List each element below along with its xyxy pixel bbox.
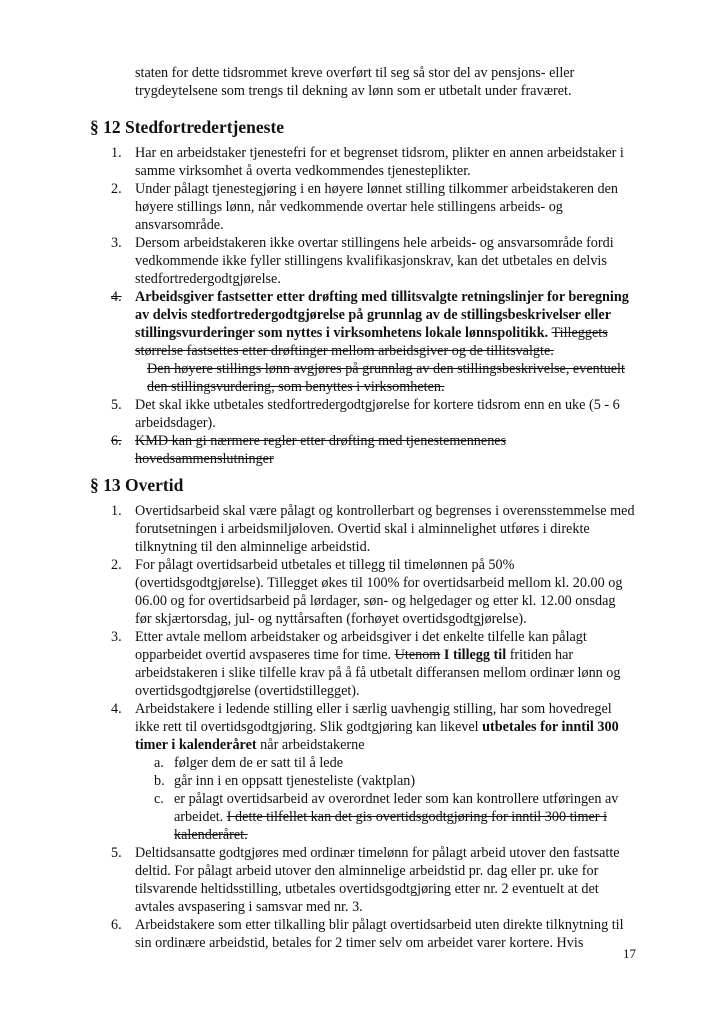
item-number: 6. (111, 917, 122, 933)
sub-list-item (154, 790, 635, 844)
sub-list-item (154, 754, 635, 772)
sub-list-item (154, 772, 635, 790)
item-number: 1. (111, 503, 122, 519)
item-text: Arbeidstakere som etter tilkalling blir pålagt overtidsarbeid uten direkte tilknytning til sin ordinære arbeidstid, betales for 2 timer selv om arbeidet varer kortere. Hvis (135, 917, 624, 951)
list-item (111, 628, 635, 700)
inserted-text: utbetales for inntil 300 timer i kalenderåret (135, 719, 619, 753)
list-item (111, 288, 635, 396)
section-13-heading: § 13 Overtid (90, 475, 184, 495)
list-item (111, 234, 635, 288)
list-item (111, 396, 635, 432)
item-number: 5. (111, 845, 122, 861)
item-number: 3. (111, 629, 122, 645)
item-text: Det skal ikke utbetales stedfortredergodtgjørelse for kortere tidsrom enn en uke (5 - 6 arbeidsdager). (135, 397, 620, 431)
deleted-text: Tilleggets størrelse fastsettes etter drøftinger mellom arbeidsgiver og de tillitsvalgte. (135, 325, 608, 359)
inserted-text: Arbeidsgiver fastsetter etter drøfting med tillitsvalgte retningslinjer for beregning av delvis stedfortredergodtgjørelse på grunnlag av de stillingsbeskrivelser eller stillingsvurderinger som nyttes i virksomhetens lokale lønnspolitikk. (135, 289, 629, 341)
item-text: fritiden har arbeidstakeren i slike tilfelle krav på å få utbetalt differansen mellom ordinær lønn og overtidsgodtgjørelse (overtidstillegget). (135, 647, 621, 699)
inserted-text: I tillegg til (443, 647, 507, 663)
deleted-text: I dette tilfellet kan det gis overtidsgodtgjøring for inntil 300 timer i kalenderåret. (174, 809, 608, 843)
intro-paragraph: staten for dette tidsrommet kreve overført til seg så stor del av pensjons- eller trygdeytelsene som trengs til dekning av lønn som er utbetalt under fraværet. (135, 65, 575, 99)
deleted-text: KMD kan gi nærmere regler etter drøfting med tjenestemennenes hovedsammenslutninger (135, 433, 507, 467)
list-item (111, 502, 635, 556)
item-text: Deltidsansatte godtgjøres med ordinær timelønn for pålagt arbeid utover den fastsatte deltid. For pålagt arbeid utover den alminnelige arbeidstid pr. dag eller pr. uke for tilsvarende heltidsstilling, utbetales overtidsgodtgjøring etter nr. 2 eventuelt at det avtales avspasering i samsvar med nr. 3. (135, 845, 620, 915)
item-text: For pålagt overtidsarbeid utbetales et tillegg til timelønnen på 50% (overtidsgodtgjørelse). Tillegget økes til 100% for overtidsarbeid mellom kl. 20.00 og 06.00 og for overtidsarbeid på lørdager, søn- og helgedager og etter kl. 12.00 onsdag før skjærtorsdag, jul- og nyttårsaften (forhøyet overtidsgodtgjørelse). (135, 557, 623, 627)
item-text: Dersom arbeidstakeren ikke overtar stillingens hele arbeids- og ansvarsområde fordi vedkommende ikke fyller stillingens kvalifikasjonskrav, kan det utbetales en delvis stedfortredergodtgjørelse. (135, 235, 614, 287)
item-number: 3. (111, 235, 122, 251)
list-item (111, 180, 635, 234)
list-item (111, 556, 635, 628)
list-item (111, 432, 635, 468)
sub-list (135, 754, 635, 844)
item-text: Overtidsarbeid skal være pålagt og kontrollerbart og begrenses i overensstemmelse med forutsetningen i arbeidsmiljøloven. Overtid skal i alminnelighet utføres i direkte tilknytning til den alminnelige arbeidstid. (135, 503, 635, 555)
list-item (111, 700, 635, 844)
sub-item-text: går inn i en oppsatt tjenesteliste (vaktplan) (174, 773, 416, 789)
sub-item-text: er pålagt overtidsarbeid av overordnet leder som kan kontrollere utføringen av arbeidet. (174, 791, 619, 825)
deleted-text: Utenom (394, 647, 441, 663)
item-text: Etter avtale mellom arbeidstaker og arbeidsgiver i det enkelte tilfelle kan pålagt opparbeidet overtid avspaseres time for time. (135, 629, 587, 663)
section-12-list (111, 144, 635, 468)
section-12-heading: § 12 Stedfortredertjeneste (90, 117, 285, 137)
item-number: 5. (111, 397, 122, 413)
item-text: Har en arbeidstaker tjenestefri for et begrenset tidsrom, plikter en annen arbeidstaker i samme virksomhet å overta vedkommendes tjenesteplikter. (135, 145, 624, 179)
list-item (111, 916, 635, 952)
sub-item-letter: b. (154, 773, 165, 789)
deleted-text-continuation: Den høyere stillings lønn avgjøres på grunnlag av den stillingsbeskrivelse, eventuelt den stillingsvurdering, som benyttes i virksomheten. (147, 361, 625, 395)
item-number: 1. (111, 145, 122, 161)
section-13-list (111, 502, 635, 952)
item-number-struck: 6. (111, 433, 122, 449)
list-item (111, 144, 635, 180)
page-number: 17 (623, 946, 636, 961)
item-number-struck: 4. (111, 289, 122, 305)
item-text: Arbeidstakere i ledende stilling eller i særlig uavhengig stilling, har som hovedregel ikke rett til overtidsgodtgjøring. Slik godtgjøring kan likevel (135, 701, 612, 735)
item-number: 2. (111, 557, 122, 573)
list-item (111, 844, 635, 916)
item-number: 4. (111, 701, 122, 717)
sub-item-text: følger dem de er satt til å lede (174, 755, 343, 771)
item-number: 2. (111, 181, 122, 197)
item-text: når arbeidstakerne (260, 737, 365, 753)
item-text: Under pålagt tjenestegjøring i en høyere lønnet stilling tilkommer arbeidstakeren den høyere stillings lønn, når vedkommende overtar hele stillingens arbeids- og ansvarsområde. (135, 181, 619, 233)
sub-item-letter: a. (154, 755, 164, 771)
sub-item-letter: c. (154, 791, 164, 807)
